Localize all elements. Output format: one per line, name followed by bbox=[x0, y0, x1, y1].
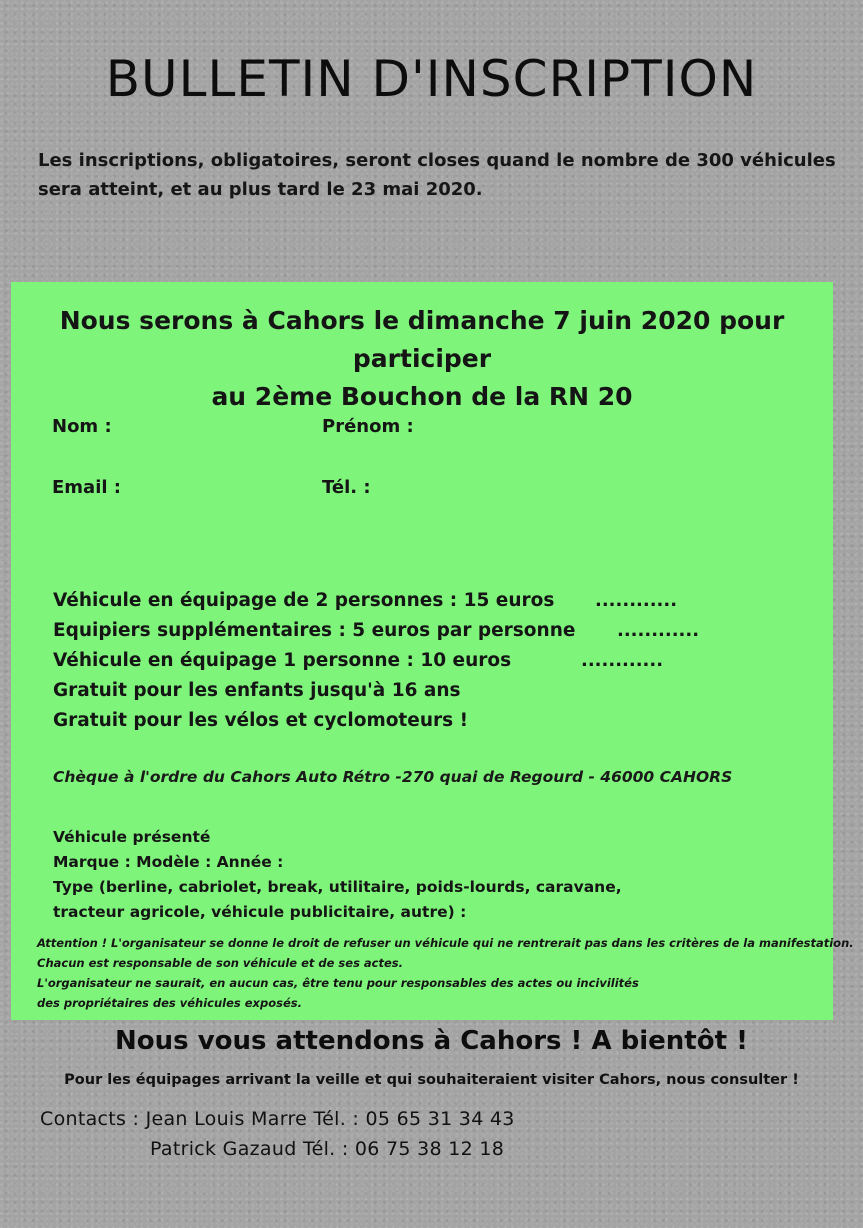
closing-message: Nous vous attendons à Cahors ! A bientôt ! bbox=[115, 1026, 748, 1056]
contact-line-2: Patrick Gazaud Tél. : 06 75 38 12 18 bbox=[150, 1138, 505, 1160]
registration-form-panel bbox=[11, 282, 854, 1020]
vehicle-presented-heading: Véhicule présenté bbox=[53, 828, 211, 846]
event-heading bbox=[11, 302, 833, 416]
contact-line-1: Contacts : Jean Louis Marre Tél. : 05 65 31 34 43 bbox=[40, 1108, 515, 1130]
fee-children-free: Gratuit pour les enfants jusqu'à 16 ans bbox=[53, 680, 461, 701]
cheque-instructions: Chèque à l'ordre du Cahors Auto Rétro -270 quai de Regourd - 46000 CAHORS bbox=[53, 768, 733, 786]
intro-text: Les inscriptions, obligatoires, seront closes quand le nombre de 300 véhicules sera atteint, et au plus tard le 23 mai 2020. bbox=[38, 150, 836, 200]
fee-two-persons: Véhicule en équipage de 2 personnes : 15 euros bbox=[53, 590, 555, 611]
event-line-1: Nous serons à Cahors le dimanche 7 juin 2020 pour participer bbox=[59, 306, 785, 373]
vehicle-type-field-cont: tracteur agricole, véhicule publicitaire, autre) : bbox=[53, 903, 467, 921]
warning-line-2: Chacun est responsable de son véhicule et de ses actes. bbox=[37, 956, 404, 970]
nom-field[interactable]: Nom : bbox=[52, 416, 112, 437]
visit-note: Pour les équipages arrivant la veille et qui souhaiteraient visiter Cahors, nous consulter ! bbox=[64, 1072, 799, 1088]
fee-one-person: Véhicule en équipage 1 personne : 10 euros bbox=[53, 650, 512, 671]
fee-extra-crew-amount[interactable]: ............ bbox=[617, 620, 700, 641]
event-line-2: au 2ème Bouchon de la RN 20 bbox=[211, 382, 633, 411]
fee-one-person-amount[interactable]: ............ bbox=[581, 650, 664, 671]
prenom-field[interactable]: Prénom : bbox=[322, 416, 414, 437]
page-title: BULLETIN D'INSCRIPTION bbox=[105, 50, 758, 108]
vehicle-make-model-year-field[interactable]: Marque : Modèle : Année : bbox=[53, 853, 284, 871]
fee-extra-crew: Equipiers supplémentaires : 5 euros par personne bbox=[53, 620, 576, 641]
warning-line-1: Attention ! L'organisateur se donne le droit de refuser un véhicule qui ne rentrerait pas dans les critères de la manifestation. bbox=[37, 936, 854, 950]
fee-bikes-free: Gratuit pour les vélos et cyclomoteurs ! bbox=[53, 710, 469, 731]
tel-field[interactable]: Tél. : bbox=[322, 477, 371, 498]
warning-line-4: des propriétaires des véhicules exposés. bbox=[37, 996, 302, 1010]
vehicle-type-field[interactable]: Type (berline, cabriolet, break, utilitaire, poids-lourds, caravane, bbox=[53, 878, 622, 896]
email-field[interactable]: Email : bbox=[52, 477, 122, 498]
warning-line-3: L'organisateur ne saurait, en aucun cas, être tenu pour responsables des actes ou incivilités bbox=[37, 976, 639, 990]
fee-two-persons-amount[interactable]: ............ bbox=[595, 590, 678, 611]
